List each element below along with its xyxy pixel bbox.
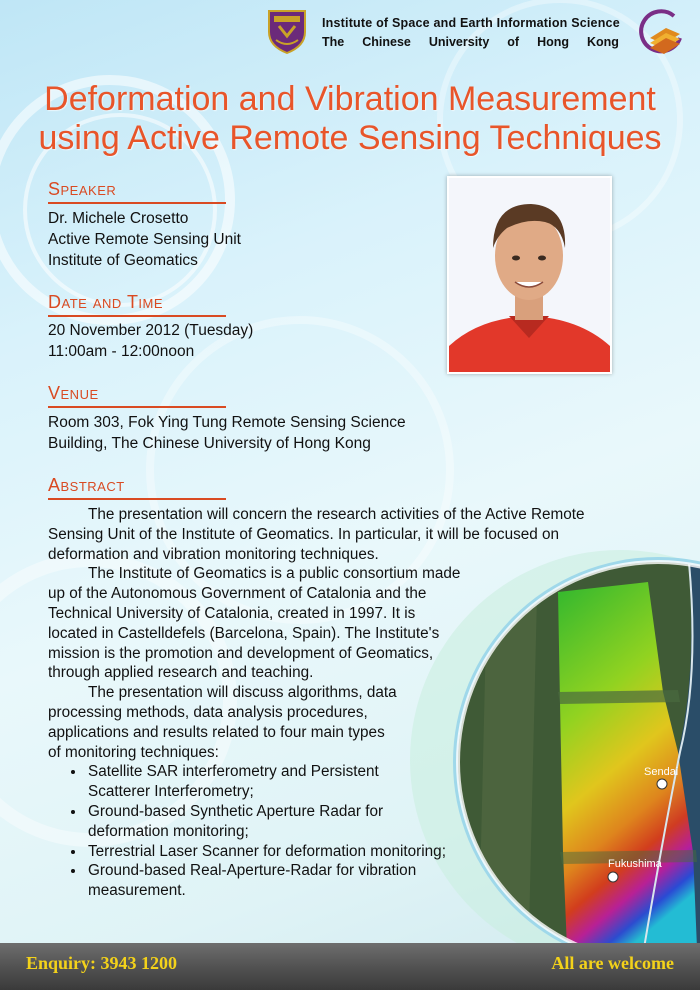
title-line: Deformation and Vibration Measurement [44,80,656,118]
iseis-logo [636,8,686,58]
university-word: Kong [587,35,619,49]
abstract-heading [48,475,125,496]
university-word: University [428,35,490,49]
university-word: of [507,35,520,49]
technique-list [48,762,658,901]
title-line: using Active Remote Sensing Techniques [38,119,662,157]
footer-bar [0,943,700,990]
university-word: Chinese [362,35,411,49]
speaker-institute: Institute of Geomatics [48,252,198,269]
speaker-unit: Active Remote Sensing Unit [48,231,241,248]
list-item-line: Scatterer Interferometry; [88,783,254,801]
header [266,8,696,56]
abstract-line: deformation and vibration monitoring techniques. [48,545,379,563]
talk-title [20,80,680,158]
university-word: The [322,35,345,49]
datetime-heading [48,292,163,313]
speaker-photo [447,176,612,374]
institute-name: Institute of Space and Earth Information Science [322,16,620,30]
sendai-marker [657,779,667,789]
list-item-line: deformation monitoring; [88,822,249,840]
cuhk-crest-logo [266,8,308,54]
list-item-line: Ground-based Synthetic Aperture Radar for [88,802,384,820]
sendai-label: Sendai [644,766,679,778]
abstract-line: Sensing Unit of the Institute of Geomatics. In particular, it will be focused on [48,525,560,543]
event-time: 11:00am - 12:00noon [48,343,195,360]
event-date: 20 November 2012 (Tuesday) [48,322,254,339]
list-item [86,861,658,901]
abstract-line: located in Castelldefels (Barcelona, Spain). The Institute's [48,624,440,642]
list-item-line: measurement. [88,882,186,900]
list-item-line: Terrestrial Laser Scanner for deformation monitoring; [88,842,446,860]
list-item-line: Ground-based Real-Aperture-Radar for vibration [88,862,417,880]
abstract-line: through applied research and teaching. [48,664,314,682]
abstract-line: The presentation will discuss algorithms, data [88,684,397,702]
abstract-line: Technical University of Catalonia, created in 1997. It is [48,604,416,622]
list-item [86,762,658,802]
abstract-body [48,505,658,901]
speaker-heading [48,179,116,200]
venue-heading-text: Venue [48,383,99,403]
speaker-name: Dr. Michele Crosetto [48,210,189,227]
fukushima-label: Fukushima [608,858,662,870]
list-item [86,842,658,862]
heading-rule [48,315,226,317]
abstract-line: processing methods, data analysis procedures, [48,703,368,721]
enquiry-phone: Enquiry: 3943 1200 [26,953,178,973]
welcome-note: All are welcome [551,953,674,973]
venue-heading [48,383,99,404]
abstract-line: The presentation will concern the research activities of the Active Remote [88,506,585,523]
abstract-line: The Institute of Geomatics is a public consortium made [88,565,461,583]
venue-line: Room 303, Fok Ying Tung Remote Sensing Science [48,414,406,431]
abstract-line: of monitoring techniques: [48,743,219,761]
abstract-line: up of the Autonomous Government of Catalonia and the [48,585,427,603]
heading-rule [48,406,226,408]
speaker-portrait [449,178,610,372]
abstract-heading-text: Abstract [48,475,125,495]
list-item-line: Satellite SAR interferometry and Persistent [88,763,379,781]
speaker-heading-text: Speaker [48,179,117,199]
venue-line: Building, The Chinese University of Hong Kong [48,435,371,452]
abstract-line: mission is the promotion and development of Geomatics, [48,644,434,662]
list-item [86,802,658,842]
datetime-heading-text: Date and Time [48,292,164,312]
heading-rule [48,498,226,500]
university-word: Hong [537,35,570,49]
university-name [322,35,619,49]
abstract-line: applications and results related to four main types [48,723,385,741]
heading-rule [48,202,226,204]
